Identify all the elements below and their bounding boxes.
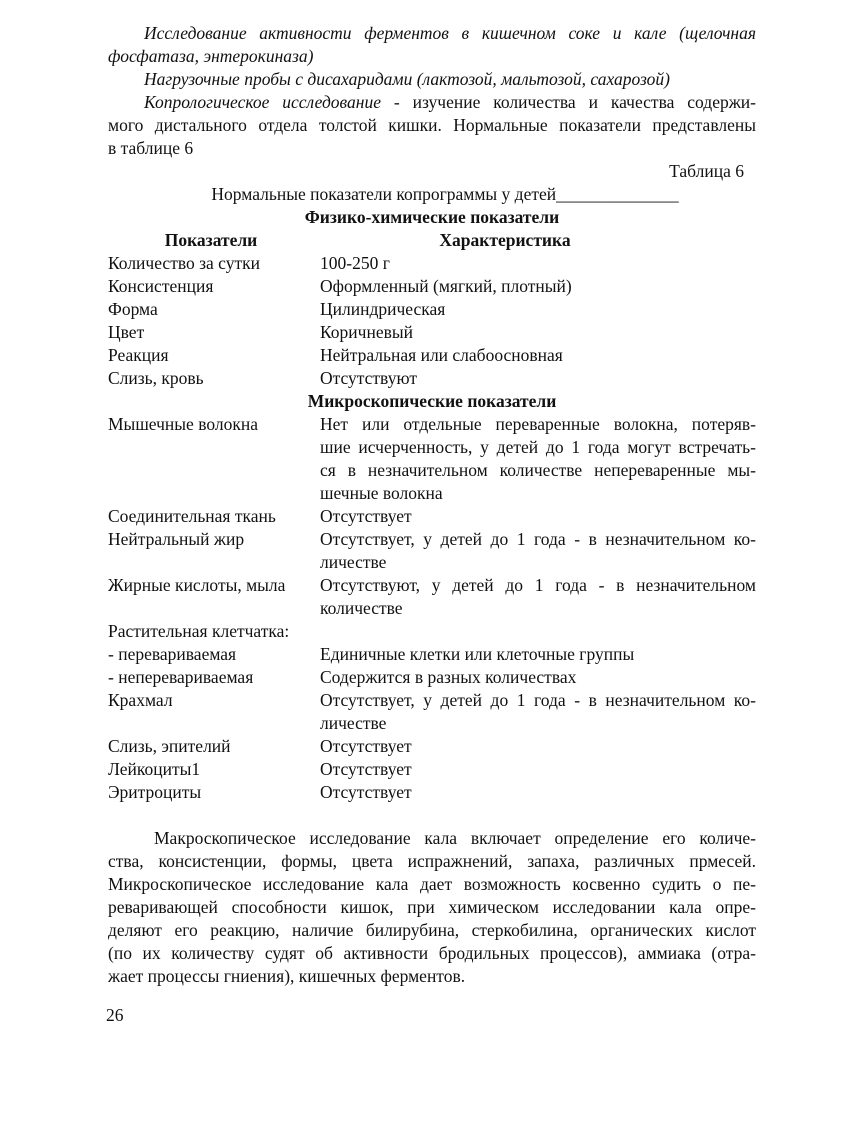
row-value-line: Отсутствует <box>320 759 412 779</box>
table-header-row <box>108 229 756 252</box>
section-physico-chemical-title: Физико-химические показатели <box>304 207 560 227</box>
row-label: Мышечные волокна <box>108 414 258 434</box>
section-physico-chemical <box>108 252 756 390</box>
row-value <box>320 689 756 735</box>
row-value-line: количестве <box>320 598 403 618</box>
row-label: Слизь, эпителий <box>108 736 231 756</box>
coprology-paragraph-line <box>108 91 756 114</box>
row-value-line: Отсутствуют, у детей до 1 года - в незначительном <box>320 575 756 595</box>
row-value-line: Единичные клетки или клеточные группы <box>320 644 635 664</box>
table-row <box>108 505 756 528</box>
closing-line: Макроскопическое исследование кала включает определение его количе- <box>154 828 756 848</box>
row-value <box>320 781 756 804</box>
row-value-line: шечные волокна <box>320 483 443 503</box>
closing-line: Микроскопическое исследование кала дает возможность косвенно судить о пе- <box>108 874 756 894</box>
intro-line: Нагрузочные пробы с дисахаридами (лактозой, мальтозой, сахарозой) <box>144 69 670 89</box>
row-label: Эритроциты <box>108 782 202 802</box>
row-value-line: Цилиндрическая <box>320 299 446 319</box>
table-row <box>108 344 756 367</box>
spacer <box>108 804 756 827</box>
row-value-line: Нет или отдельные переваренные волокна, потеряв- <box>320 414 756 434</box>
row-value-line: Отсутствует <box>320 736 412 756</box>
row-label: Лейкоциты1 <box>108 759 201 779</box>
table-row <box>108 643 756 666</box>
table-title: Нормальные показатели копрограммы у детей______________ <box>211 184 679 204</box>
table-row <box>108 574 756 620</box>
row-value <box>320 758 756 781</box>
row-label: Растительная клетчатка: <box>108 621 290 641</box>
table-row <box>108 666 756 689</box>
header-characteristic: Характеристика <box>439 230 571 250</box>
row-value-line: Нейтральная или слабоосновная <box>320 345 563 365</box>
closing-line: ства, консистенции, формы, цвета испражнений, запаха, различных прмесей. <box>108 851 756 871</box>
row-value <box>320 367 756 390</box>
row-value <box>320 275 756 298</box>
row-value-line: Содержится в разных количествах <box>320 667 577 687</box>
document-page <box>108 22 756 988</box>
closing-line: деляют его реакцию, наличие билирубина, стеркобилина, органических кислот <box>108 920 756 940</box>
row-label: - перевариваемая <box>108 644 237 664</box>
row-value <box>320 298 756 321</box>
row-value <box>320 344 756 367</box>
intro-block <box>108 22 756 160</box>
table-row <box>108 620 756 643</box>
table-row <box>108 735 756 758</box>
row-value <box>320 574 756 620</box>
row-value <box>320 252 756 275</box>
row-value-line: личестве <box>320 713 387 733</box>
row-label: Форма <box>108 299 158 319</box>
row-label: Крахмал <box>108 690 173 710</box>
row-value-line: Отсутствует, у детей до 1 года - в незначительном ко- <box>320 529 756 549</box>
row-label: Реакция <box>108 345 169 365</box>
row-value-line: ся в незначительном количестве непереваренные мы- <box>320 460 756 480</box>
intro-line: фосфатаза, энтерокиназа) <box>108 46 314 66</box>
row-label: Жирные кислоты, мыла <box>108 575 286 595</box>
row-value <box>320 666 756 689</box>
row-value-line: 100-250 г <box>320 253 390 273</box>
row-value-line: шие исчерченность, у детей до 1 года могут встречать- <box>320 437 756 457</box>
section-microscopic <box>108 413 756 804</box>
table-row <box>108 321 756 344</box>
row-label: Нейтральный жир <box>108 529 245 549</box>
row-value-line: Отсутствует, у детей до 1 года - в незначительном ко- <box>320 690 756 710</box>
section-microscopic-title: Микроскопические показатели <box>307 391 557 411</box>
coprology-paragraph-line: в таблице 6 <box>108 138 194 158</box>
row-value <box>320 505 756 528</box>
table-row <box>108 689 756 735</box>
table-row <box>108 413 756 505</box>
table-row <box>108 275 756 298</box>
closing-line: (по их количеству судят об активности бродильных процессов), аммиака (отра- <box>108 943 756 963</box>
row-label: Слизь, кровь <box>108 368 204 388</box>
coprology-term: Копрологическое исследование <box>144 92 381 112</box>
row-value-line <box>320 620 756 643</box>
coprology-rest: - изучение количества и качества содержи- <box>381 92 756 112</box>
row-value-line: Отсутствуют <box>320 368 417 388</box>
row-value <box>320 735 756 758</box>
table-row <box>108 528 756 574</box>
row-value <box>320 413 756 505</box>
intro-line: Исследование активности ферментов в кишечном соке и кале (щелочная <box>144 23 756 43</box>
row-value <box>320 620 756 643</box>
row-label: Количество за сутки <box>108 253 260 273</box>
row-value-line: личестве <box>320 552 387 572</box>
table-row <box>108 367 756 390</box>
row-label: - неперевариваемая <box>108 667 254 687</box>
row-value-line: Отсутствует <box>320 506 412 526</box>
row-value <box>320 321 756 344</box>
row-label: Соединительная ткань <box>108 506 276 526</box>
row-value <box>320 528 756 574</box>
coprology-paragraph-line: мого дистального отдела толстой кишки. Нормальные показатели представлены <box>108 115 756 135</box>
table-row <box>108 781 756 804</box>
row-value-line: Коричневый <box>320 322 413 342</box>
row-value-line: Оформленный (мягкий, плотный) <box>320 276 572 296</box>
closing-line: реваривающей способности кишок, при химическом исследовании кала опре- <box>108 897 756 917</box>
header-parameters: Показатели <box>164 230 258 250</box>
row-label: Консистенция <box>108 276 214 296</box>
table-row <box>108 252 756 275</box>
row-label: Цвет <box>108 322 145 342</box>
row-value-line: Отсутствует <box>320 782 412 802</box>
closing-paragraph <box>108 827 756 988</box>
table-row <box>108 298 756 321</box>
table-row <box>108 758 756 781</box>
row-value <box>320 643 756 666</box>
table-number: Таблица 6 <box>669 161 744 181</box>
closing-line: жает процессы гниения), кишечных ферментов. <box>108 966 466 986</box>
page-number: 26 <box>106 1005 124 1025</box>
